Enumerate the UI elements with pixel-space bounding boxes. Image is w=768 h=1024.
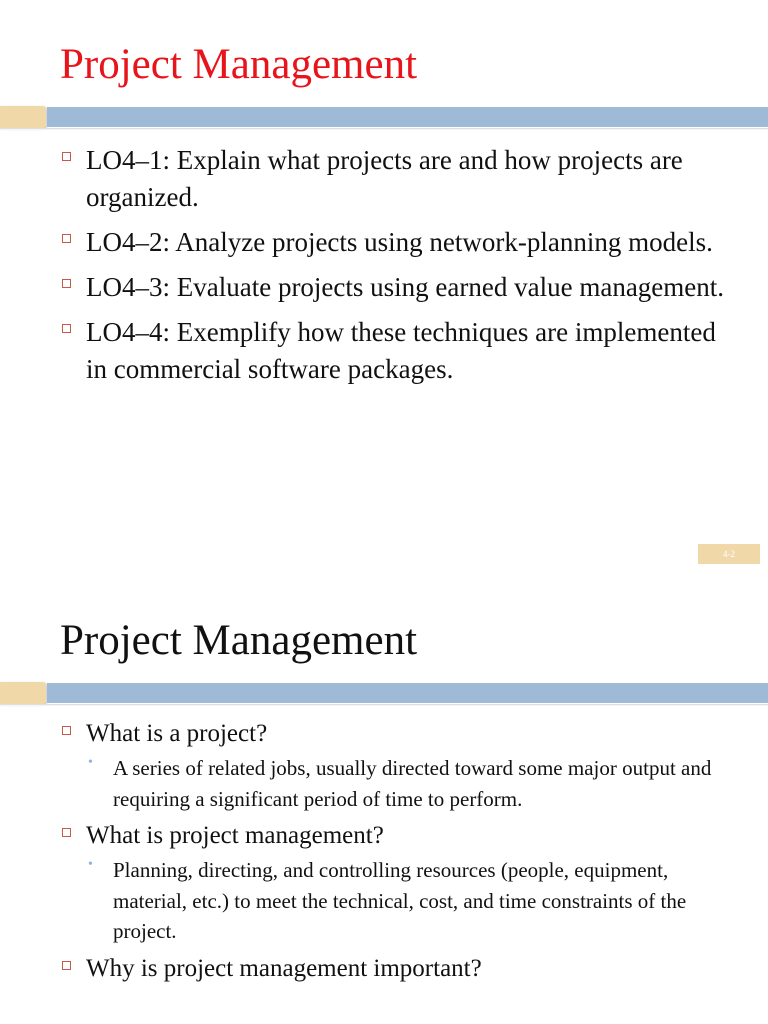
square-bullet-icon: [62, 152, 71, 161]
dot-bullet-icon: •: [88, 857, 93, 872]
page-number-badge: 4-2: [698, 544, 760, 564]
slide-2: [0, 580, 768, 1024]
bullet-item: [60, 718, 738, 814]
bullet-item: [60, 269, 738, 306]
sub-bullet-list: [86, 753, 738, 814]
sub-bullet-list: [86, 855, 738, 947]
bullet-text: What is a project?: [86, 720, 268, 747]
slide-title: Project Management: [60, 617, 418, 664]
slide-title: Project Management: [60, 41, 418, 88]
bullet-item: [60, 224, 738, 261]
bullet-item: [60, 953, 738, 984]
square-bullet-icon: [62, 828, 71, 837]
bullet-text: Why is project management important?: [86, 954, 482, 982]
bullet-list: [60, 718, 738, 990]
square-bullet-icon: [62, 279, 71, 288]
divider-shadow: [0, 704, 768, 706]
sub-bullet-item: [86, 855, 738, 947]
divider-tab: [0, 682, 46, 704]
bullet-item: [60, 142, 738, 216]
divider-strip: [47, 683, 768, 703]
square-bullet-icon: [62, 234, 71, 243]
divider-tab: [0, 106, 46, 128]
square-bullet-icon: [62, 961, 71, 970]
divider-strip: [47, 107, 768, 127]
bullet-item: [60, 820, 738, 947]
title-divider-bar: [0, 682, 768, 706]
bullet-text: What is project management?: [86, 822, 384, 849]
divider-shadow: [0, 128, 768, 130]
bullet-text: LO4–3: Evaluate projects using earned value management.: [86, 272, 725, 302]
sub-bullet-item: [86, 753, 738, 814]
bullet-list: [60, 142, 738, 396]
square-bullet-icon: [62, 726, 71, 735]
title-divider-bar: [0, 106, 768, 130]
bullet-item: [60, 314, 738, 388]
sub-bullet-text: Planning, directing, and controlling resources (people, equipment, material, etc.) to meet the technical, cost, and time constraints of the project.: [113, 858, 687, 943]
bullet-text: LO4–2: Analyze projects using network-planning models.: [86, 227, 713, 257]
square-bullet-icon: [62, 324, 71, 333]
dot-bullet-icon: •: [88, 755, 93, 770]
bullet-text: LO4–1: Explain what projects are and how projects are organized.: [86, 145, 683, 212]
sub-bullet-text: A series of related jobs, usually directed toward some major output and requiring a significant period of time to perform.: [113, 756, 712, 811]
bullet-text: LO4–4: Exemplify how these techniques are implemented in commercial software packages.: [86, 317, 716, 384]
